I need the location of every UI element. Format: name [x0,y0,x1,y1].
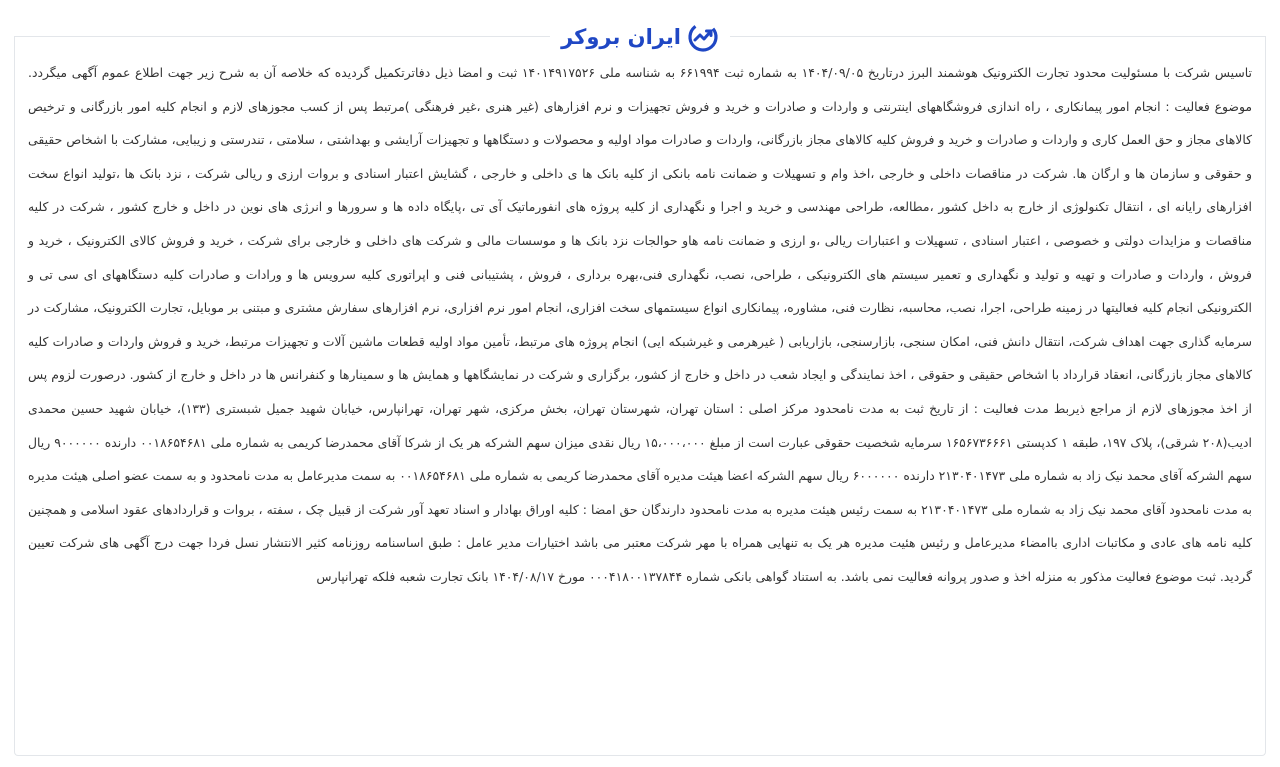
announcement-text: تاسیس شرکت با مسئولیت محدود تجارت الکترونیک هوشمند البرز درتاریخ ۱۴۰۴/۰۹/۰۵ به شماره ثبت ۶۶۱۹۹۴ به شناسه ملی ۱۴۰۱۴۹۱۷۵۲۶ ثبت و امضا ذیل دفاترتکمیل گردیده که خلاصه آن به شرح زیر جهت اطلاع عموم آگهی میگردد. موضوع فعالیت : انجام امور پیمانکاری ، راه اندازی فروشگاههای اینترنتی و واردات و صادرات و خرید و فروش تجهیزات و نرم افزارهای (غیر هنری ،غیر فرهنگی )مرتبط پس از کسب مجوزهای لازم و انجام کلیه امور بازرگانی و ترخیص کالاهای مجاز و حق العمل کاری و واردات و صادرات و خرید و فروش کلیه کالاهای مجاز بازرگانی، واردات و صادرات مواد اولیه و محصولات و دستگاهها و تجهیزات آرایشی و بهداشتی ، سلامتی ، تندرستی و زیبایی، مشارکت با اشخاص حقیقی و حقوقی و سازمان ها و ارگان ها. شرکت در مناقصات داخلی و خارجی ،اخذ وام و تسهیلات و ضمانت نامه بانکی از کلیه بانک ها ی داخلی و خارجی ، گشایش اعتبار اسنادی و بروات ارزی و ریالی شرکت ، نزد بانک ها ،تولید انواع سخت افزارهای رایانه ای ، انتقال تکنولوژی از خارج به داخل کشور ،مطالعه، طراحی مهندسی و خرید و اجرا و نگهداری از کلیه پروژه های انفورماتیک آی تی ،پایگاه داده ها و سرورها و انرژی های نوین در داخل و خارج کشور ، شرکت در کلیه مناقصات و مزایدات دولتی و خصوصی ، اعتبار اسنادی ، تسهیلات و اعتبارات ریالی ،و ارزی و ضمانت نامه هاو حوالجات نزد بانک ها و موسسات مالی و شرکت های داخلی و خارجی برای شرکت ، خرید و فروش کالای الکترونیک ، خرید و فروش ، واردات و صادرات و تهیه و تولید و نگهداری و تعمیر سیستم های الکترونیکی ، طراحی، نصب، نگهداری فنی،بهره برداری ، فروش ، پشتیبانی فنی و اپراتوری کلیه سرویس ها و ورادات و صادرات کلیه دستگاههای ای سی تی و الکترونیکی انجام کلیه فعالیتها در زمینه طراحی، اجرا، نصب، محاسبه، نظارت فنی، مشاوره، پیمانکاری انواع سیستمهای سخت افزاری، انجام امور نرم افزاری، نرم افزارهای سفارش مشتری و مبتنی بر موبایل، تجارت الکترونیک، مشارکت در سرمایه گذاری جهت اهداف شرکت، انتقال دانش فنی، امکان سنجی، بازارسنجی، بازاریابی ( غیرهرمی و غیرشبکه ایی) انجام پروژه های مرتبط، تأمین مواد اولیه قطعات ماشین آلات و تجهیزات مرتبط، خرید و فروش واردات و صادرات کلیه کالاهای مجاز بازرگانی، انعقاد قرارداد با اشخاص حقیقی و حقوقی ، اخذ نمایندگی و ایجاد شعب در داخل و خارج از کشور، برگزاری و شرکت در نمایشگاهها و همایش ها و سمینارها و کنفرانس ها در داخل و خارج از کشور. درصورت لزوم پس از اخذ مجوزهای لازم از مراجع ذیربط مدت فعالیت : از تاریخ ثبت به مدت نامحدود مرکز اصلی : استان تهران، شهرستان تهران، بخش مرکزی، شهر تهران، تهرانپارس، خیابان شهید جمیل شبستری (۱۳۳)، خیابان شهید حسین محمدی ادیب(۲۰۸ شرقی)، پلاک ۱۹۷، طبقه ۱ کدپستی ۱۶۵۶۷۳۶۶۶۱ سرمایه شخصیت حقوقی عبارت است از مبلغ ۱۵،۰۰۰،۰۰۰ ریال نقدی میزان سهم الشرکه هر یک از شرکا آقای محمدرضا کریمی به شماره ملی ۰۰۱۸۶۵۴۶۸۱ دارنده ۹۰۰۰۰۰۰ ریال سهم الشرکه آقای محمد نیک زاد به شماره ملی ۲۱۳۰۴۰۱۴۷۳ دارنده ۶۰۰۰۰۰۰ ریال سهم الشرکه اعضا هیئت مدیره آقای محمدرضا کریمی به شماره ملی ۰۰۱۸۶۵۴۶۸۱ به سمت مدیرعامل به مدت نامحدود و به سمت عضو اصلی هیئت مدیره به مدت نامحدود آقای محمد نیک زاد به شماره ملی ۲۱۳۰۴۰۱۴۷۳ به سمت رئیس هیئت مدیره به مدت نامحدود دارندگان حق امضا : کلیه اوراق بهادار و اسناد تعهد آور شرکت از قبیل چک ، سفته ، بروات و قراردادهای عقود اسلامی و همچنین کلیه نامه های عادی و مکاتبات اداری باامضاء مدیرعامل و رئیس هئیت مدیره هر یک به تنهایی همراه با مهر شرکت معتبر می باشد اختیارات مدیر عامل : طبق اساسنامه روزنامه کثیر الانتشار نسل فردا جهت درج آگهی های شرکت تعیین گردید. ثبت موضوع فعالیت مذکور به منزله اخذ و صدور پروانه فعالیت نمی باشد. به استناد گواهی بانکی شماره ۰۰۰۴۱۸۰۰۱۳۷۸۴۴ مورخ ۱۴۰۴/۰۸/۱۷ بانک تجارت شعبه فلکه تهرانپارس [28,65,1253,584]
logo-text: ایران بروکر [561,24,681,49]
